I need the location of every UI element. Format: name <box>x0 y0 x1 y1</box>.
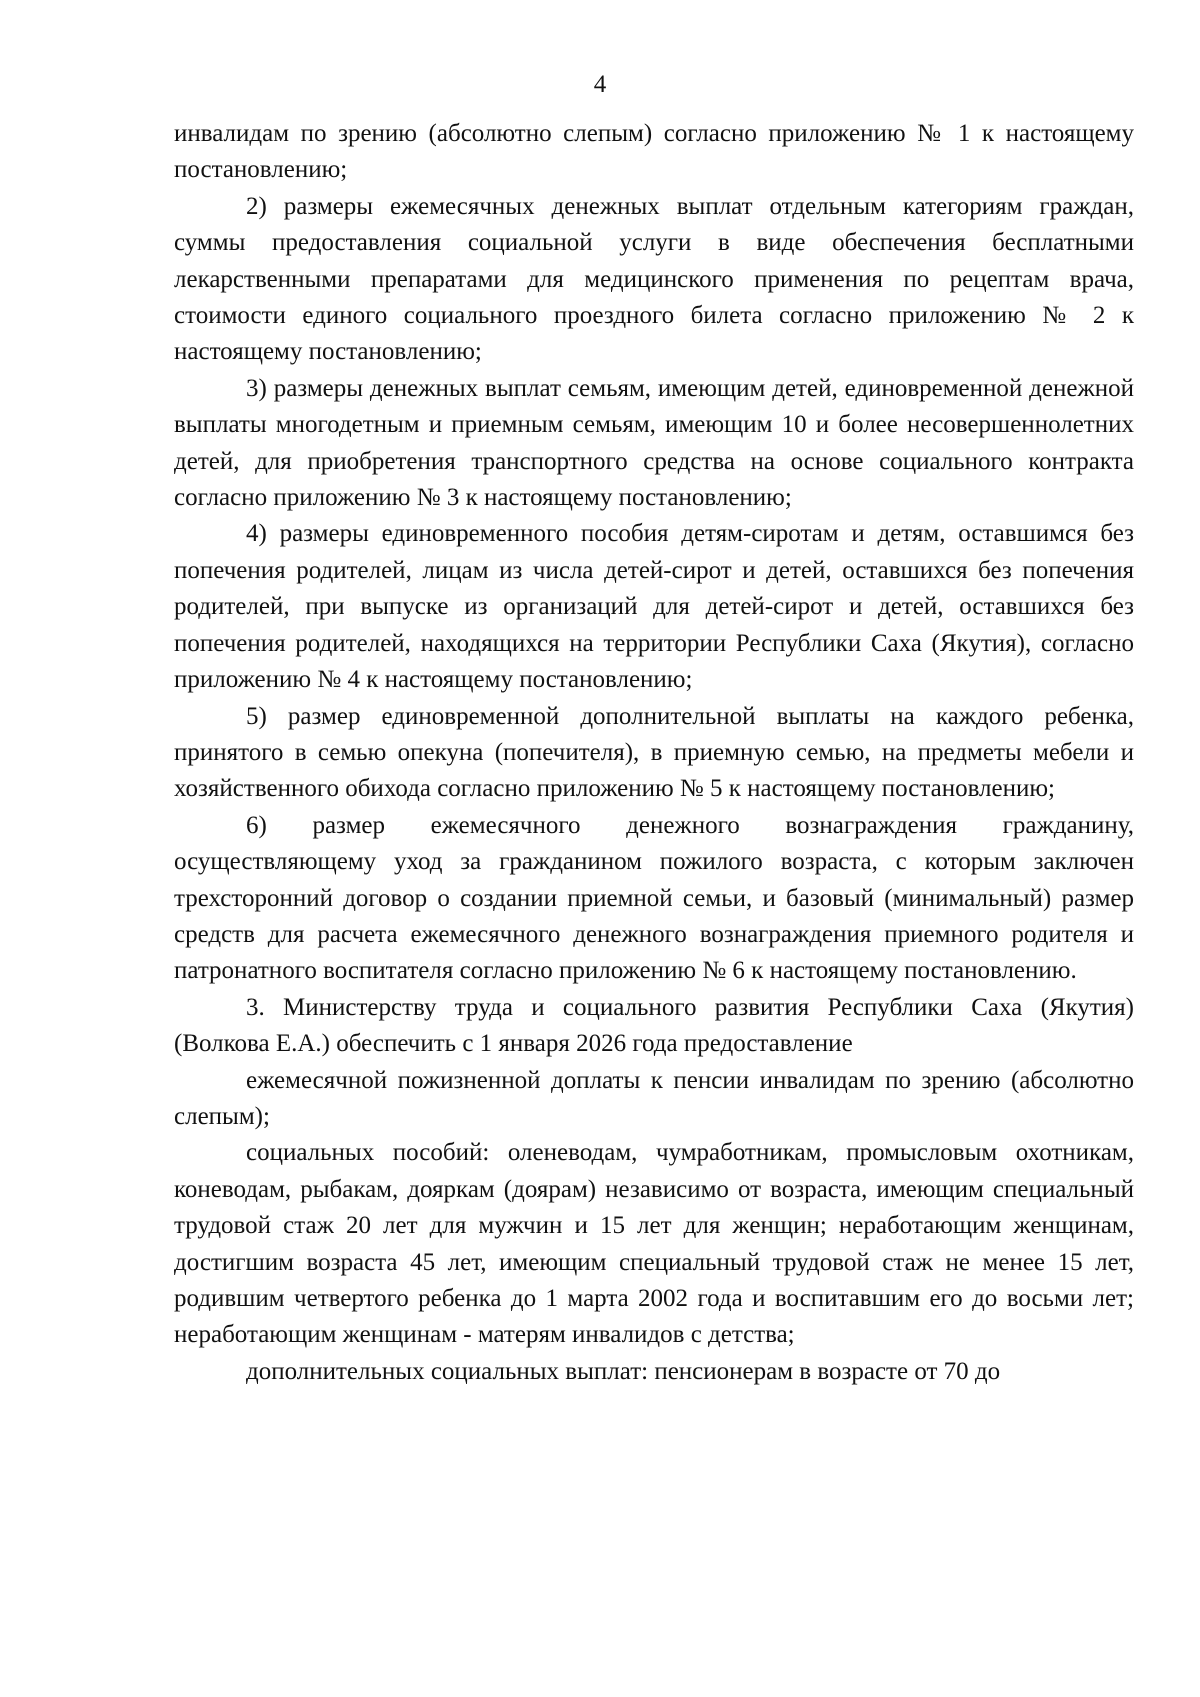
paragraph-item-2: 2) размеры ежемесячных денежных выплат отдельным категориям граждан, суммы предоставления социальной услуги в виде обеспечения бесплатными лекарственными препаратами для медицинского применения по рецептам врача, стоимости единого социального проездного билета согласно приложению № 2 к настоящему постановлению; <box>174 192 1134 366</box>
paragraph-item-3: 3) размеры денежных выплат семьям, имеющим детей, единовременной денежной выплаты многодетным и приемным семьям, имеющим 10 и более несовершеннолетних детей, для приобретения транспортного средства на основе социального контракта согласно приложению № 3 к настоящему постановлению; <box>174 374 1134 512</box>
paragraph-item-5: 5) размер единовременной дополнительной выплаты на каждого ребенка, принятого в семью опекуна (попечителя), в приемную семью, на предметы мебели и хозяйственного обихода согласно приложению № 5 к настоящему постановлению; <box>174 702 1134 803</box>
paragraph-continuation: инвалидам по зрению (абсолютно слепым) согласно приложению № 1 к настоящему постановлению; <box>174 120 1134 184</box>
page-number: 4 <box>593 71 607 98</box>
document-body <box>174 116 1134 1390</box>
paragraph-item-4: 4) размеры единовременного пособия детям-сиротам и детям, оставшимся без попечения родителей, лицам из числа детей-сирот и детей, оставшихся без попечения родителей, при выпуске из организаций для детей-сирот и детей, оставшихся без попечения родителей, находящихся на территории Республики Саха (Якутия), согласно приложению № 4 к настоящему постановлению; <box>174 520 1134 694</box>
paragraph-additional-payments: дополнительных социальных выплат: пенсионерам в возрасте от 70 до <box>246 1357 1001 1385</box>
paragraph-section-3: 3. Министерству труда и социального развития Республики Саха (Якутия) (Волкова Е.А.) обеспечить с 1 января 2026 года предоставление <box>174 993 1134 1058</box>
paragraph-item-6: 6) размер ежемесячного денежного вознаграждения гражданину, осуществляющему уход за гражданином пожилого возраста, с которым заключен трехсторонний договор о создании приемной семьи, и базовый (минимальный) размер средств для расчета ежемесячного денежного вознаграждения приемного родителя и патронатного воспитателя согласно приложению № 6 к настоящему постановлению. <box>174 811 1134 985</box>
paragraph-social-benefits: социальных пособий: оленеводам, чумработникам, промысловым охотникам, коневодам, рыбакам, дояркам (доярам) независимо от возраста, имеющим специальный трудовой стаж 20 лет для мужчин и 15 лет для женщин; неработающим женщинам, достигшим возраста 45 лет, имеющим специальный трудовой стаж не менее 15 лет, родившим четвертого ребенка до 1 марта 2002 года и воспитавшим его до восьми лет; неработающим женщинам - матерям инвалидов с детства; <box>174 1139 1134 1349</box>
paragraph-pension-supplement: ежемесячной пожизненной доплаты к пенсии инвалидам по зрению (абсолютно слепым); <box>174 1066 1134 1130</box>
